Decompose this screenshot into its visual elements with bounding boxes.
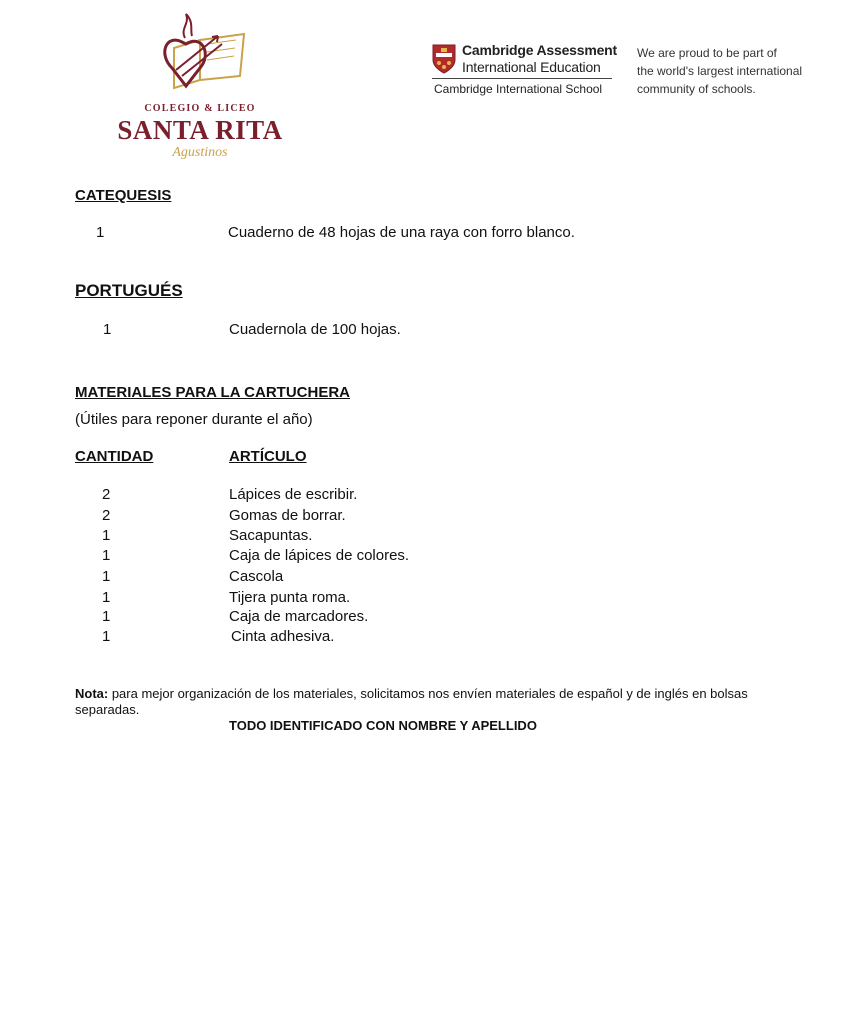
cartuchera-heading: MATERIALES PARA LA CARTUCHERA [75, 384, 350, 401]
proud-statement [637, 44, 837, 98]
list-item-article: Sacapuntas. [229, 527, 313, 544]
list-item-article: Cinta adhesiva. [231, 628, 335, 645]
portugues-heading: PORTUGUÉS [75, 281, 183, 300]
school-logo-line3: Agustinos [172, 145, 228, 160]
cambridge-title-line2: International Education [462, 59, 601, 75]
proud-line2: the world's largest international [637, 64, 803, 78]
portugues-article: Cuadernola de 100 hojas. [229, 321, 401, 338]
list-item-qty: 2 [102, 486, 111, 503]
list-item-qty: 1 [102, 608, 111, 625]
list-item-qty: 1 [102, 568, 111, 585]
note-paragraph [75, 686, 795, 718]
catequesis-qty: 1 [96, 224, 105, 241]
note-label: Nota: [75, 686, 109, 701]
list-item-article: Caja de lápices de colores. [229, 547, 410, 564]
cambridge-logo [432, 42, 622, 102]
cartuchera-subtitle: (Útiles para reponer durante el año) [75, 411, 313, 428]
list-item-qty: 2 [102, 507, 111, 524]
cambridge-divider [432, 78, 612, 79]
list-item-article: Cascola [229, 568, 284, 585]
note-text: para mejor organización de los materiales, solicitamos nos envíen materiales de español y de inglés en bolsas separadas. [75, 686, 748, 717]
list-item-article: Tijera punta roma. [229, 589, 351, 606]
cambridge-title-line1: Cambridge Assessment [462, 42, 617, 58]
column-header-articulo: ARTÍCULO [229, 448, 307, 465]
note-footer: TODO IDENTIFICADO CON NOMBRE Y APELLIDO [229, 718, 537, 733]
list-item-qty: 1 [102, 547, 111, 564]
portugues-qty: 1 [103, 321, 112, 338]
list-item-article: Gomas de borrar. [229, 507, 346, 524]
column-header-cantidad-label: CANTIDAD [75, 448, 154, 465]
proud-line1: We are proud to be part of [637, 46, 777, 60]
catequesis-heading: CATEQUESIS [75, 187, 172, 204]
list-item-article: Lápices de escribir. [229, 486, 358, 503]
column-header-cantidad [75, 448, 165, 465]
cambridge-subtitle: Cambridge International School [434, 82, 603, 96]
school-logo-line2: SANTA RITA [117, 115, 283, 145]
heart-book-emblem-icon [152, 10, 252, 102]
school-logo [110, 10, 290, 160]
list-item-qty: 1 [102, 527, 111, 544]
proud-line3: community of schools. [637, 82, 756, 96]
list-item-qty: 1 [102, 589, 111, 606]
list-item-article: Caja de marcadores. [229, 608, 369, 625]
cambridge-shield-icon [432, 44, 456, 74]
list-item-qty: 1 [102, 628, 111, 645]
catequesis-article: Cuaderno de 48 hojas de una raya con forro blanco. [228, 224, 575, 241]
school-logo-line1: COLEGIO & LICEO [144, 103, 256, 114]
